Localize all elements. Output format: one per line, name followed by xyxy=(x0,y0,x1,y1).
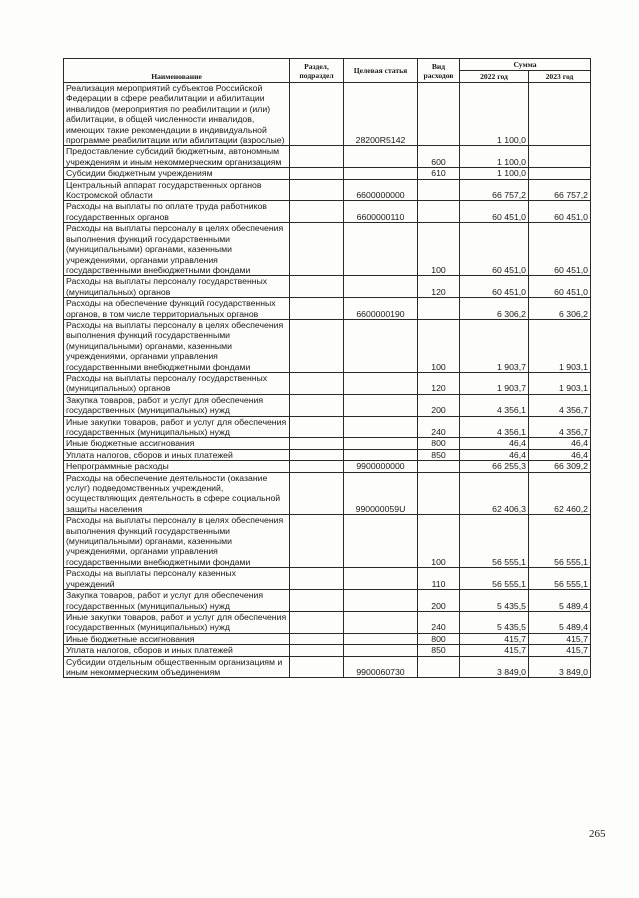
cell-sum-2023: 6 306,2 xyxy=(529,298,591,320)
cell-sum-2023: 60 451,0 xyxy=(529,276,591,298)
cell-expense-type: 100 xyxy=(418,319,460,372)
cell-sum-2022: 4 356,1 xyxy=(460,394,529,416)
cell-expense-type: 120 xyxy=(418,372,460,394)
cell-sum-2023: 415,7 xyxy=(529,633,591,644)
table-row xyxy=(64,656,591,678)
cell-article xyxy=(344,633,418,644)
table-row xyxy=(64,633,591,644)
cell-sum-2022: 1 100,0 xyxy=(460,83,529,146)
cell-sum-2023: 56 555,1 xyxy=(529,515,591,568)
cell-section xyxy=(290,611,344,633)
cell-sum-2023: 1 903,1 xyxy=(529,372,591,394)
cell-name: Закупка товаров, работ и услуг для обеспечения государственных (муниципальных) нужд xyxy=(64,590,290,612)
table-row xyxy=(64,372,591,394)
table-row xyxy=(64,461,591,472)
cell-article xyxy=(344,449,418,460)
cell-sum-2023: 66 757,2 xyxy=(529,179,591,201)
cell-section xyxy=(290,146,344,168)
table-row xyxy=(64,568,591,590)
cell-section xyxy=(290,568,344,590)
cell-sum-2022: 60 451,0 xyxy=(460,201,529,223)
cell-sum-2022: 4 356,1 xyxy=(460,416,529,438)
cell-name: Расходы на выплаты по оплате труда работников государственных органов xyxy=(64,201,290,223)
cell-sum-2023 xyxy=(529,146,591,168)
table-row xyxy=(64,394,591,416)
cell-expense-type xyxy=(418,83,460,146)
cell-expense-type xyxy=(418,461,460,472)
cell-expense-type: 800 xyxy=(418,438,460,449)
cell-article xyxy=(344,223,418,276)
table-row xyxy=(64,645,591,656)
table-row xyxy=(64,298,591,320)
cell-section xyxy=(290,416,344,438)
cell-expense-type: 100 xyxy=(418,515,460,568)
cell-article xyxy=(344,590,418,612)
cell-section xyxy=(290,645,344,656)
cell-name: Расходы на выплаты персоналу в целях обеспечения выполнения функций государственными (муниципальными) органами, казенными учреждениями, органами управления государственными внебюджетными фондами xyxy=(64,223,290,276)
page-number: 265 xyxy=(589,828,606,840)
cell-sum-2022: 5 435,5 xyxy=(460,590,529,612)
cell-sum-2023: 1 903,1 xyxy=(529,319,591,372)
cell-section xyxy=(290,298,344,320)
cell-article: 990000059U xyxy=(344,472,418,515)
cell-sum-2022: 60 451,0 xyxy=(460,223,529,276)
cell-name: Расходы на выплаты персоналу в целях обеспечения выполнения функций государственными (муниципальными) органами, казенными учреждениями, органами управления государственными внебюджетными фондами xyxy=(64,515,290,568)
cell-article xyxy=(344,645,418,656)
cell-name: Расходы на выплаты персоналу государственных (муниципальных) органов xyxy=(64,372,290,394)
cell-expense-type: 240 xyxy=(418,611,460,633)
cell-section xyxy=(290,461,344,472)
cell-name: Расходы на обеспечение деятельности (оказание услуг) подведомственных учреждений, осуществляющих деятельность в сфере социальной защиты населения xyxy=(64,472,290,515)
header-year-2023: 2023 год xyxy=(529,71,591,83)
cell-sum-2023: 4 356,7 xyxy=(529,394,591,416)
cell-expense-type xyxy=(418,656,460,678)
cell-article xyxy=(344,394,418,416)
cell-article: 6600000190 xyxy=(344,298,418,320)
cell-sum-2023: 46,4 xyxy=(529,449,591,460)
cell-sum-2022: 66 255,3 xyxy=(460,461,529,472)
cell-section xyxy=(290,656,344,678)
cell-sum-2022: 415,7 xyxy=(460,633,529,644)
table-row xyxy=(64,146,591,168)
cell-sum-2023: 62 460,2 xyxy=(529,472,591,515)
cell-name: Закупка товаров, работ и услуг для обеспечения государственных (муниципальных) нужд xyxy=(64,394,290,416)
table-header-row xyxy=(64,59,591,71)
cell-name: Иные закупки товаров, работ и услуг для обеспечения государственных (муниципальных) нужд xyxy=(64,416,290,438)
table-row xyxy=(64,319,591,372)
cell-expense-type: 200 xyxy=(418,394,460,416)
budget-table xyxy=(63,58,591,678)
cell-section xyxy=(290,438,344,449)
cell-article xyxy=(344,372,418,394)
cell-name: Расходы на выплаты персоналу в целях обеспечения выполнения функций государственными (муниципальными) органами, казенными учреждениями, органами управления государственными внебюджетными фондами xyxy=(64,319,290,372)
header-year-2022: 2022 год xyxy=(460,71,529,83)
table-row xyxy=(64,449,591,460)
cell-name: Центральный аппарат государственных органов Костромской области xyxy=(64,179,290,201)
cell-sum-2022: 60 451,0 xyxy=(460,276,529,298)
cell-expense-type: 100 xyxy=(418,223,460,276)
cell-name: Реализация мероприятий субъектов Российской Федерации в сфере реабилитации и абилитации инвалидов (мероприятия по реабилитации и (или) абилитации, в общей численности инвалидов, имеющих такие рекомендации в индивидуальной программе реабилитации или абилитации (взрослые) xyxy=(64,83,290,146)
cell-section xyxy=(290,168,344,179)
cell-sum-2023: 60 451,0 xyxy=(529,201,591,223)
cell-article: 9900060730 xyxy=(344,656,418,678)
cell-expense-type xyxy=(418,179,460,201)
header-article: Целевая статья xyxy=(344,59,418,83)
cell-expense-type xyxy=(418,298,460,320)
table-row xyxy=(64,179,591,201)
cell-name: Непрограммные расходы xyxy=(64,461,290,472)
cell-sum-2023: 4 356,7 xyxy=(529,416,591,438)
cell-section xyxy=(290,449,344,460)
cell-article: 28200R5142 xyxy=(344,83,418,146)
table-row xyxy=(64,472,591,515)
cell-article: 9900000000 xyxy=(344,461,418,472)
cell-section xyxy=(290,372,344,394)
cell-sum-2023 xyxy=(529,83,591,146)
cell-sum-2022: 6 306,2 xyxy=(460,298,529,320)
cell-sum-2023: 56 555,1 xyxy=(529,568,591,590)
cell-section xyxy=(290,590,344,612)
cell-article xyxy=(344,276,418,298)
cell-section xyxy=(290,276,344,298)
cell-name: Иные бюджетные ассигнования xyxy=(64,633,290,644)
cell-sum-2022: 56 555,1 xyxy=(460,515,529,568)
cell-expense-type: 600 xyxy=(418,146,460,168)
cell-expense-type: 850 xyxy=(418,449,460,460)
cell-article xyxy=(344,438,418,449)
cell-article xyxy=(344,515,418,568)
cell-sum-2022: 415,7 xyxy=(460,645,529,656)
cell-section xyxy=(290,179,344,201)
cell-expense-type: 800 xyxy=(418,633,460,644)
table-body xyxy=(64,83,591,678)
header-sum: Сумма xyxy=(460,59,591,71)
cell-sum-2022: 5 435,5 xyxy=(460,611,529,633)
cell-name: Иные закупки товаров, работ и услуг для обеспечения государственных (муниципальных) нужд xyxy=(64,611,290,633)
cell-sum-2023: 66 309,2 xyxy=(529,461,591,472)
cell-expense-type: 200 xyxy=(418,590,460,612)
cell-sum-2022: 1 903,7 xyxy=(460,372,529,394)
cell-article xyxy=(344,319,418,372)
cell-sum-2022: 46,4 xyxy=(460,438,529,449)
cell-expense-type: 610 xyxy=(418,168,460,179)
cell-name: Субсидии отдельным общественным организациям и иным некоммерческим объединениям xyxy=(64,656,290,678)
table-row xyxy=(64,611,591,633)
cell-expense-type: 120 xyxy=(418,276,460,298)
cell-name: Предоставление субсидий бюджетным, автономным учреждениям и иным некоммерческим организациям xyxy=(64,146,290,168)
cell-article: 6600000110 xyxy=(344,201,418,223)
cell-section xyxy=(290,515,344,568)
cell-sum-2022: 1 100,0 xyxy=(460,146,529,168)
cell-article xyxy=(344,168,418,179)
table-row xyxy=(64,438,591,449)
table-row xyxy=(64,276,591,298)
table-row xyxy=(64,223,591,276)
cell-name: Субсидии бюджетным учреждениям xyxy=(64,168,290,179)
header-name: Наименование xyxy=(64,59,290,83)
table-row xyxy=(64,416,591,438)
table-row xyxy=(64,201,591,223)
cell-expense-type xyxy=(418,472,460,515)
cell-section xyxy=(290,394,344,416)
cell-sum-2022: 46,4 xyxy=(460,449,529,460)
cell-article xyxy=(344,611,418,633)
cell-name: Иные бюджетные ассигнования xyxy=(64,438,290,449)
cell-article xyxy=(344,416,418,438)
header-section: Раздел, подраздел xyxy=(290,59,344,83)
cell-name: Уплата налогов, сборов и иных платежей xyxy=(64,449,290,460)
cell-sum-2023: 46,4 xyxy=(529,438,591,449)
cell-expense-type: 240 xyxy=(418,416,460,438)
cell-section xyxy=(290,472,344,515)
cell-section xyxy=(290,223,344,276)
cell-name: Уплата налогов, сборов и иных платежей xyxy=(64,645,290,656)
cell-section xyxy=(290,633,344,644)
cell-sum-2022: 62 406,3 xyxy=(460,472,529,515)
cell-section xyxy=(290,83,344,146)
cell-expense-type xyxy=(418,201,460,223)
cell-sum-2023: 3 849,0 xyxy=(529,656,591,678)
cell-section xyxy=(290,201,344,223)
cell-sum-2023: 5 489,4 xyxy=(529,611,591,633)
table-row xyxy=(64,590,591,612)
cell-sum-2022: 3 849,0 xyxy=(460,656,529,678)
cell-sum-2022: 66 757,2 xyxy=(460,179,529,201)
cell-name: Расходы на обеспечение функций государственных органов, в том числе территориальных органов xyxy=(64,298,290,320)
cell-sum-2023: 60 451,0 xyxy=(529,223,591,276)
header-expense-type: Вид расходов xyxy=(418,59,460,83)
table-row xyxy=(64,168,591,179)
cell-article xyxy=(344,146,418,168)
cell-sum-2022: 1 100,0 xyxy=(460,168,529,179)
cell-sum-2023 xyxy=(529,168,591,179)
cell-article: 6600000000 xyxy=(344,179,418,201)
cell-name: Расходы на выплаты персоналу казенных учреждений xyxy=(64,568,290,590)
cell-sum-2023: 5 489,4 xyxy=(529,590,591,612)
cell-name: Расходы на выплаты персоналу государственных (муниципальных) органов xyxy=(64,276,290,298)
cell-sum-2022: 56 555,1 xyxy=(460,568,529,590)
cell-article xyxy=(344,568,418,590)
table-row xyxy=(64,515,591,568)
cell-sum-2023: 415,7 xyxy=(529,645,591,656)
cell-sum-2022: 1 903,7 xyxy=(460,319,529,372)
cell-section xyxy=(290,319,344,372)
cell-expense-type: 110 xyxy=(418,568,460,590)
table-row xyxy=(64,83,591,146)
cell-expense-type: 850 xyxy=(418,645,460,656)
